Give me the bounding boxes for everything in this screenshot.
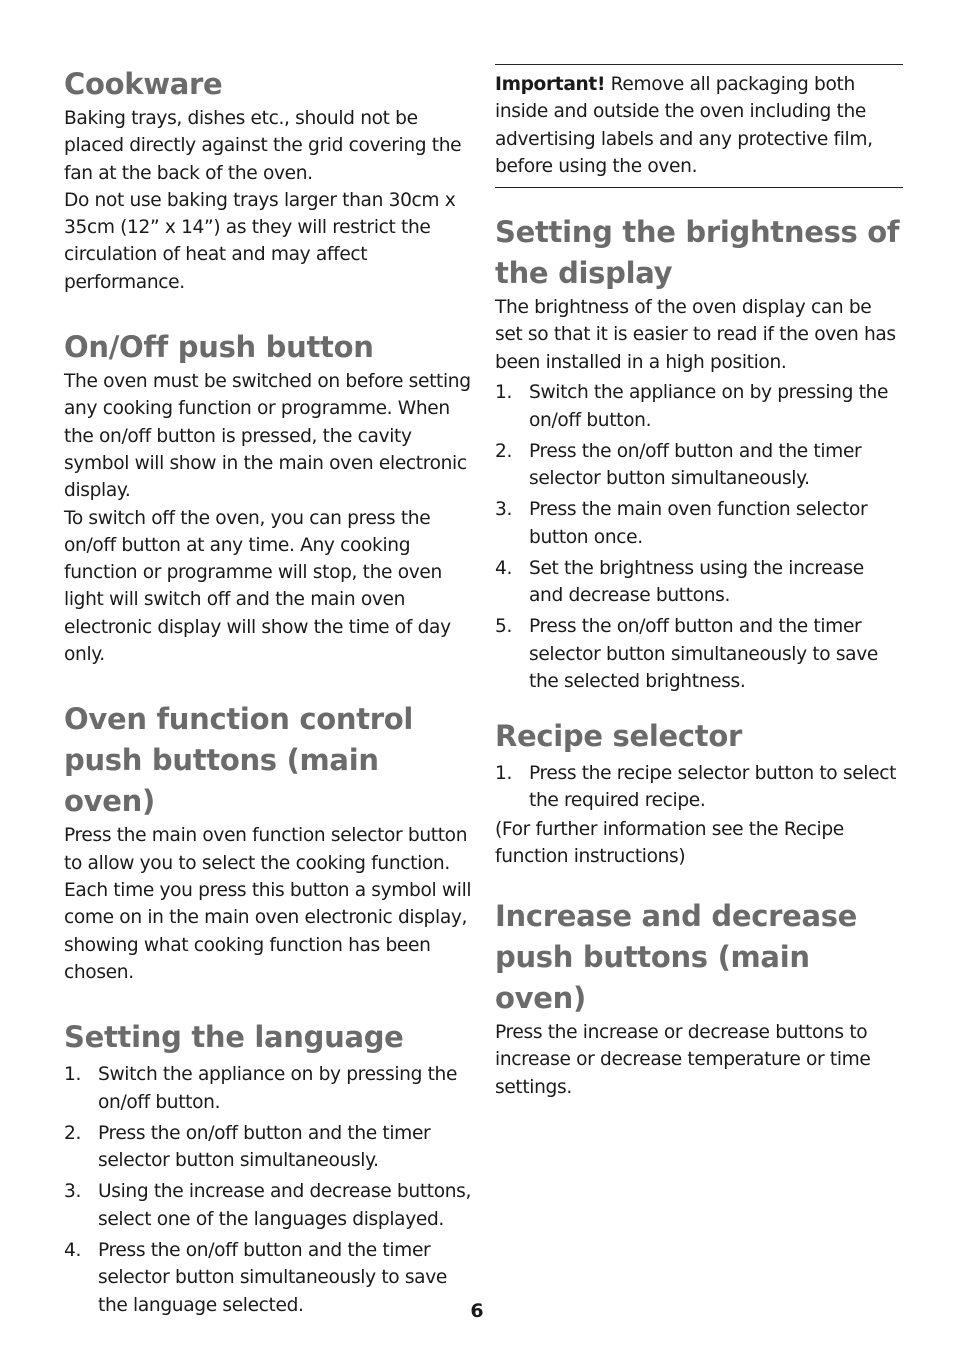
- recipe-note: (For further information see the Recipe function instructions): [495, 818, 844, 867]
- list-item: [64, 1120, 472, 1175]
- incdec-paragraph: Press the increase or decrease buttons to increase or decrease temperature or time settings.: [495, 1022, 871, 1098]
- brightness-paragraph: The brightness of the oven display can be set so that it is easier to read if the oven has been installed in a high position.: [495, 297, 896, 373]
- incdec-section: [495, 896, 903, 1101]
- list-item: [495, 613, 903, 696]
- step-text: Press the on/off button and the timer selector button simultaneously.: [98, 1122, 431, 1172]
- cookware-heading: Cookware: [64, 67, 223, 101]
- step-text: Press the on/off button and the timer selector button simultaneously to save the selected brightness.: [529, 616, 878, 693]
- step-number: 2.: [495, 440, 513, 462]
- onoff-paragraph-2: To switch off the oven, you can press the on/off button at any time. Any cooking function or programme will stop, the oven light will switch off and the main oven electronic display will show the time of day only.: [64, 507, 451, 666]
- step-number: 4.: [64, 1239, 82, 1261]
- brightness-section: [495, 212, 903, 696]
- important-text: [495, 71, 903, 180]
- list-item: [495, 760, 903, 815]
- onoff-section: [64, 327, 472, 668]
- step-number: 4.: [495, 557, 513, 579]
- step-text: Press the main oven function selector button once.: [529, 499, 868, 548]
- list-item: [495, 379, 903, 434]
- important-label: Important!: [495, 74, 606, 95]
- onoff-heading: On/Off push button: [64, 330, 374, 365]
- language-heading: Setting the language: [64, 1020, 404, 1055]
- brightness-steps: [495, 379, 903, 696]
- onoff-paragraph-1: The oven must be switched on before setting any cooking function or programme. When the on/off button is pressed, the cavity symbol will show in the main oven electronic display.: [64, 371, 471, 502]
- important-notice: [495, 64, 903, 188]
- recipe-section: [495, 716, 903, 870]
- step-text: Switch the appliance on by pressing the on/off button.: [98, 1064, 458, 1113]
- right-column: [495, 64, 903, 1101]
- language-section: [64, 1017, 472, 1319]
- step-number: 5.: [495, 616, 513, 638]
- list-item: [495, 555, 903, 610]
- page-number: 6: [470, 1300, 484, 1322]
- step-number: 1.: [495, 762, 513, 784]
- list-item: [495, 496, 903, 551]
- step-text: Set the brightness using the increase and decrease buttons.: [529, 557, 864, 607]
- important-body: Remove all packaging both inside and outside the oven including the advertising labels and any protective film, before using the oven.: [495, 74, 873, 177]
- step-text: Press the recipe selector button to select the required recipe.: [529, 762, 897, 812]
- left-column: [64, 64, 472, 1323]
- recipe-heading: Recipe selector: [495, 718, 742, 753]
- language-steps: [64, 1061, 472, 1319]
- oven-function-paragraph: Press the main oven function selector button to allow you to select the cooking function. Each time you press this button a symbol will come on in the main oven electronic display, showing what cooking function has been chosen.: [64, 825, 472, 983]
- step-text: Using the increase and decrease buttons, select one of the languages displayed.: [98, 1181, 472, 1230]
- cookware-paragraph-1: Baking trays, dishes etc., should not be placed directly against the grid covering the fan at the back of the oven.: [64, 108, 462, 184]
- step-number: 1.: [64, 1064, 82, 1086]
- oven-function-section: [64, 699, 472, 986]
- step-text: Press the on/off button and the timer selector button simultaneously to save the language selected.: [98, 1239, 447, 1316]
- list-item: [64, 1061, 472, 1116]
- step-text: Press the on/off button and the timer selector button simultaneously.: [529, 440, 862, 490]
- step-number: 3.: [495, 499, 513, 521]
- brightness-heading: Setting the brightness of the display: [495, 215, 900, 291]
- incdec-heading: Increase and decrease push buttons (main oven): [495, 899, 858, 1016]
- step-number: 3.: [64, 1181, 82, 1203]
- step-text: Switch the appliance on by pressing the on/off button.: [529, 382, 889, 431]
- oven-function-heading: Oven function control push buttons (main oven): [64, 702, 414, 819]
- list-item: [64, 1178, 472, 1233]
- cookware-paragraph-2: Do not use baking trays larger than 30cm x 35cm (12” x 14”) as they will restrict the circulation of heat and may affect performance.: [64, 189, 456, 293]
- recipe-steps: [495, 760, 903, 815]
- step-number: 2.: [64, 1122, 82, 1144]
- step-number: 1.: [495, 382, 513, 404]
- list-item: [495, 438, 903, 493]
- cookware-section: [64, 64, 472, 296]
